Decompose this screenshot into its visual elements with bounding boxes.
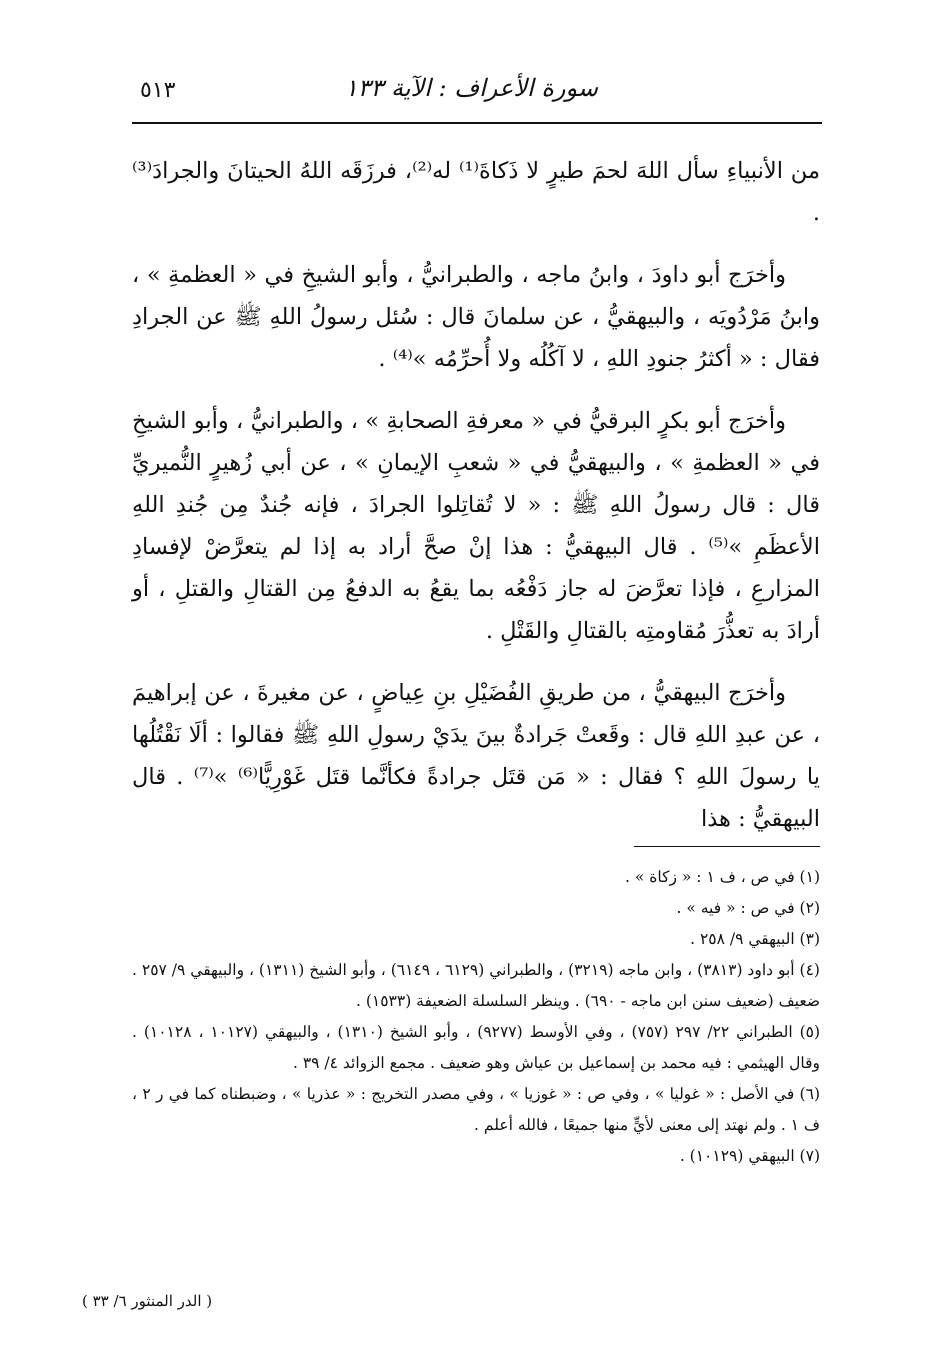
footnote-7: (٧) البيهقي (١٠١٢٩) . — [679, 1147, 820, 1165]
header-rule — [132, 122, 822, 124]
footnote-3: (٣) البيهقي ٩/ ٢٥٨ . — [690, 930, 820, 948]
bottom-signature: ( الدر المنثور ٦/ ٣٣ ) — [82, 1292, 213, 1310]
main-text — [132, 150, 820, 860]
footnote-2: (٢) في ص : « فيه » . — [676, 899, 820, 917]
footnote-rule — [634, 846, 820, 847]
footnote-4: (٤) أبو داود (٣٨١٣) ، وابن ماجه (٣٢١٩) ، والطبراني (٦١٢٩ ، ٦١٤٩) ، وأبو الشيخ (١٣١١) ، والبيهقي ٩/ ٢٥٧ . ضعيف (ضعيف سنن ابن ماجه - ٦٩٠) . وينظر السلسلة الضعيفة (١٥٣٣) . — [132, 961, 820, 1010]
footnote-1: (١) في ص ، ف ١ : « زكاة » . — [624, 868, 820, 886]
running-title: سورة الأعراف : الآية ١٣٣ — [344, 74, 598, 102]
paragraph-2: وأخرَج أبو داودَ ، وابنُ ماجه ، والطبرانيُّ ، وأبو الشيخِ في « العظمةِ » ، وابنُ مَرْدُويَه ، والبيهقيُّ ، عن سلمانَ قال : سُئل رسولُ اللهِ ﷺ عن الجرادِ فقال : « أكثرُ جنودِ اللهِ ، لا آكُلُه ولا أُحرِّمُه »⁽⁴⁾ . — [132, 262, 820, 372]
paragraph-3: وأخرَج أبو بكرٍ البرقيُّ في « معرفةِ الصحابةِ » ، والطبرانيُّ ، وأبو الشيخِ في « العظمةِ » ، والبيهقيُّ في « شعبِ الإيمانِ » ، عن أبي زُهيرٍ النُّميريِّ قال : قال رسولُ اللهِ ﷺ : « لا تُقاتِلوا الجرادَ ، فإنه جُندٌ مِن جُندِ اللهِ الأعظَمِ »⁽⁵⁾ . قال البيهقيُّ : هذا إنْ صحَّ أراد به إذا لم يتعرَّضْ لإفسادِ المزارعِ ، فإذا تعرَّضَ له جاز دَفْعُه بما يقعُ به الدفعُ مِن القتالِ والقتلِ ، أو أرادَ به تعذُّرَ مُقاومتِه بالقتالِ والقَتْلِ . — [132, 408, 821, 644]
footnotes — [132, 862, 820, 1172]
footnote-5: (٥) الطبراني ٢٢/ ٢٩٧ (٧٥٧) ، وفي الأوسط (٩٢٧٧) ، وأبو الشيخ (١٣١٠) ، والبيهقي (١٠١٢٧ ، ١٠١٢٨) . وقال الهيثمي : فيه محمد بن إسماعيل بن عياش وهو ضعيف . مجمع الزوائد ٤/ ٣٩ . — [132, 1023, 821, 1072]
page-number: ٥١٣ — [140, 78, 176, 103]
page-header — [132, 70, 820, 114]
footnote-6: (٦) في الأصل : « غوليا » ، وفي ص : « غوزيا » ، وفي مصدر التخريج : « عذريا » ، وضبطناه كما في ر ٢ ، ف ١ . ولم نهتد إلى معنى لأيٍّ منها جميعًا ، فالله أعلم . — [132, 1085, 820, 1134]
paragraph-4: وأخرَج البيهقيُّ ، من طريقِ الفُضَيْلِ بنِ عِياضٍ ، عن مغيرةَ ، عن إبراهيمَ ، عن عبدِ اللهِ قال : وقَعتْ جَرادةٌ بينَ يدَيْ رسولِ اللهِ ﷺ فقالوا : ألَا نَقْتُلُها يا رسولَ اللهِ ؟ فقال : « مَن قتَل جرادةً فكأنَّما قتَل غَوْرِيًّا⁽⁶⁾ »⁽⁷⁾ . قال البيهقيُّ : هذا — [132, 680, 820, 832]
paragraph-1: من الأنبياءِ سأل اللهَ لحمَ طيرٍ لا ذَكاةَ⁽¹⁾ له⁽²⁾، فرزَقَه اللهُ الحيتانَ والجرادَ⁽³⁾ . — [132, 158, 820, 226]
